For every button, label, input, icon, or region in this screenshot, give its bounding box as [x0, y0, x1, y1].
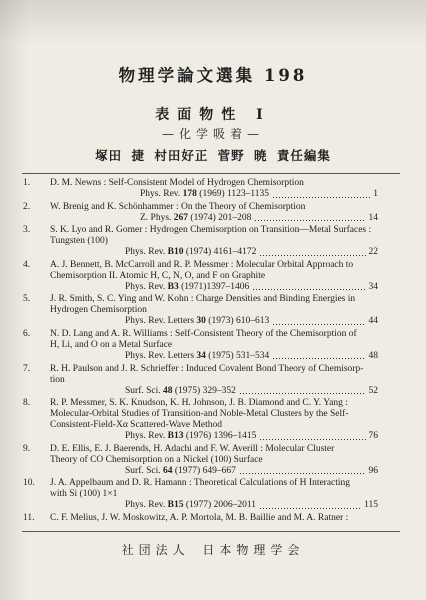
year-and-pages: (1975) 329–352 — [174, 385, 236, 396]
entry-authors-title: A. J. Bennett, B. McCarroll and R. P. Messmer : Molecular Orbital Approach to — [50, 259, 354, 270]
page-number: 14 — [368, 212, 378, 223]
page-number: 1 — [373, 189, 378, 199]
entry-first-line — [0, 329, 426, 340]
citation-reference — [125, 386, 236, 397]
page-number: 34 — [368, 281, 378, 292]
journal-name: Phys. Rev. — [125, 431, 166, 442]
entry-authors-title: S. K. Lyo and R. Gomer : Hydrogen Chemisorption on Transition—Metal Surfaces : — [50, 225, 372, 236]
toc-entry — [0, 364, 426, 397]
citation-reference — [125, 247, 256, 258]
top-divider — [22, 173, 400, 174]
entry-continuation-line: H, Li, and O on a Metal Surface — [50, 339, 173, 350]
year-and-pages: (1974) 4161–4172 — [185, 247, 257, 258]
journal-volume: 64 — [163, 465, 173, 476]
entry-citation — [125, 500, 378, 511]
year-and-pages: (1969) 1123–1135 — [199, 189, 270, 199]
journal-volume: 178 — [182, 189, 197, 199]
journal-name: Phys. Rev. Letters — [125, 316, 195, 327]
entry-number: 11. — [23, 512, 35, 523]
year-and-pages: (1974) 201–208 — [190, 212, 252, 223]
toc-entry — [0, 178, 426, 200]
page-number: 48 — [368, 350, 378, 361]
citation-reference — [125, 316, 269, 327]
dot-leader — [273, 197, 370, 198]
journal-name: Phys. Rev. — [125, 281, 166, 292]
entry-citation — [125, 351, 378, 362]
entry-number: 5. — [23, 294, 31, 305]
year-and-pages: (1977) 2006–2011 — [185, 500, 256, 511]
toc-entry — [0, 260, 426, 293]
dot-leader — [273, 324, 365, 325]
toc-entry — [0, 294, 426, 327]
journal-volume: 30 — [196, 316, 206, 327]
dot-leader — [240, 393, 366, 394]
citation-reference — [140, 189, 269, 200]
journal-volume: 34 — [196, 350, 206, 361]
journal-name: Surf. Sci. — [125, 385, 161, 396]
entry-first-line — [0, 294, 426, 305]
journal-volume: 267 — [173, 212, 189, 223]
entry-first-line — [0, 225, 426, 236]
citation-reference — [125, 282, 249, 293]
entry-authors-title: R. P. Messmer, S. K. Knudson, K. H. Johnson, J. B. Diamond and C. Y. Yang : — [50, 398, 348, 409]
entry-authors-title: C. F. Melius, J. W. Moskowitz, A. P. Mortola, M. B. Baillie and M. A. Ratner : — [50, 512, 349, 523]
toc-entry — [0, 398, 426, 442]
year-and-pages: (1977) 649–667 — [174, 465, 236, 476]
page-number: 44 — [368, 316, 378, 327]
journal-volume: B15 — [167, 500, 184, 511]
entry-number: 7. — [23, 363, 31, 374]
journal-volume: B3 — [167, 281, 179, 292]
entry-first-line — [0, 178, 426, 189]
entry-citation — [140, 189, 378, 200]
entry-authors-title: W. Brenig and K. Schönhammer : On the Theory of Chemisorption — [50, 201, 306, 212]
entry-first-line — [0, 478, 426, 489]
entry-citation — [125, 466, 378, 477]
entry-number: 10. — [23, 478, 35, 489]
entry-continuation-line: tion — [50, 374, 65, 385]
entry-continuation-line: with Si (100) 1×1 — [50, 489, 118, 500]
year-and-pages: (1976) 1396–1415 — [185, 431, 257, 442]
entry-first-line — [0, 398, 426, 409]
entry-first-line — [0, 513, 426, 524]
entry-first-line — [0, 444, 426, 455]
entry-first-line — [0, 260, 426, 271]
page-number: 76 — [368, 431, 378, 442]
publisher-name: 社団法人 日本物理学会 — [121, 543, 305, 557]
entry-citation — [140, 213, 378, 224]
entry-number: 6. — [23, 328, 31, 339]
volume-topic: —化学吸着— — [161, 127, 264, 141]
journal-volume: B13 — [167, 431, 184, 442]
page-number: 96 — [368, 465, 378, 476]
entry-number: 2. — [23, 201, 31, 212]
journal-name: Surf. Sci. — [125, 465, 161, 476]
series-title: 物理学論文選集 198 — [118, 66, 308, 85]
entry-number: 4. — [23, 259, 31, 270]
entry-citation — [125, 316, 378, 327]
dot-leader — [255, 220, 365, 221]
entry-number: 3. — [23, 225, 31, 236]
toc-entry — [0, 513, 426, 524]
entry-first-line — [0, 202, 426, 213]
citation-reference — [125, 351, 269, 362]
citation-reference — [125, 500, 256, 511]
entry-number: 9. — [23, 443, 31, 454]
journal-volume: 48 — [163, 385, 173, 396]
entry-continuation-line: Tungsten (100) — [50, 236, 108, 247]
year-and-pages: (1975) 531–534 — [208, 350, 270, 361]
dot-leader — [273, 358, 365, 359]
dot-leader — [240, 473, 366, 474]
year-and-pages: (1973) 610–613 — [208, 316, 270, 327]
editors-line: 塚田 捷 村田好正 菅野 暁 責任編集 — [95, 148, 331, 163]
toc-entry — [0, 202, 426, 224]
entry-authors-title: D. E. Ellis, E. J. Baerends, H. Adachi and F. W. Averill : Molecular Cluster — [50, 443, 335, 454]
entry-continuation-line: Hydrogen Chemisorption — [50, 305, 147, 316]
page-number: 22 — [368, 247, 378, 258]
dot-leader — [253, 289, 365, 290]
page-number: 115 — [364, 500, 378, 511]
journal-name: Phys. Rev. — [125, 500, 166, 511]
entry-number: 8. — [23, 398, 31, 409]
journal-name: Z. Phys. — [140, 212, 172, 223]
journal-name: Phys. Rev. — [125, 247, 166, 258]
table-of-contents — [0, 178, 426, 526]
journal-name: Phys. Rev. Letters — [125, 350, 195, 361]
volume-subtitle: 表面物性 I — [155, 107, 271, 123]
entry-continuation-line: Consistent-Field-Xα Scattered-Wave Method — [50, 420, 223, 431]
entry-authors-title: N. D. Lang and A. R. Williams : Self-Consistent Theory of the Chemisorption of — [50, 328, 357, 339]
dot-leader — [260, 508, 361, 509]
citation-reference — [140, 213, 251, 224]
dot-leader — [260, 255, 365, 256]
toc-entry — [0, 478, 426, 511]
entry-citation — [125, 282, 378, 293]
entry-continuation-line: Chemisorption II. Atomic H, C, N, O, and F on Graphite — [50, 270, 266, 281]
citation-reference — [125, 431, 256, 442]
citation-reference — [125, 466, 236, 477]
entry-continuation-line: Theory of CO Chemisorption on a Nickel (100) Surface — [50, 454, 263, 465]
entry-authors-title: J. A. Appelbaum and D. R. Hamann : Theoretical Calculations of H Interacting — [50, 478, 351, 489]
toc-entry — [0, 225, 426, 258]
entry-citation — [125, 431, 378, 442]
entry-citation — [125, 247, 378, 258]
toc-entry — [0, 329, 426, 362]
page-number: 52 — [368, 385, 378, 396]
entry-number: 1. — [23, 178, 31, 188]
journal-volume: B10 — [167, 247, 184, 258]
entry-authors-title: R. H. Paulson and J. R. Schrieffer : Induced Covalent Bond Theory of Chemisorp- — [50, 363, 364, 374]
year-and-pages: (1971)1397–1406 — [181, 281, 250, 292]
entry-authors-title: D. M. Newns : Self-Consistent Model of Hydrogen Chemisorption — [50, 178, 304, 188]
entry-continuation-line: Molecular-Orbital Studies of Transition-and Noble-Metal Clusters by the Self- — [50, 409, 349, 420]
journal-name: Phys. Rev. — [140, 189, 181, 199]
dot-leader — [260, 439, 365, 440]
bottom-divider — [22, 531, 400, 532]
entry-first-line — [0, 364, 426, 375]
entry-authors-title: J. R. Smith, S. C. Ying and W. Kohn : Charge Densities and Binding Energies in — [50, 294, 356, 305]
entry-citation — [125, 386, 378, 397]
toc-entry — [0, 444, 426, 477]
